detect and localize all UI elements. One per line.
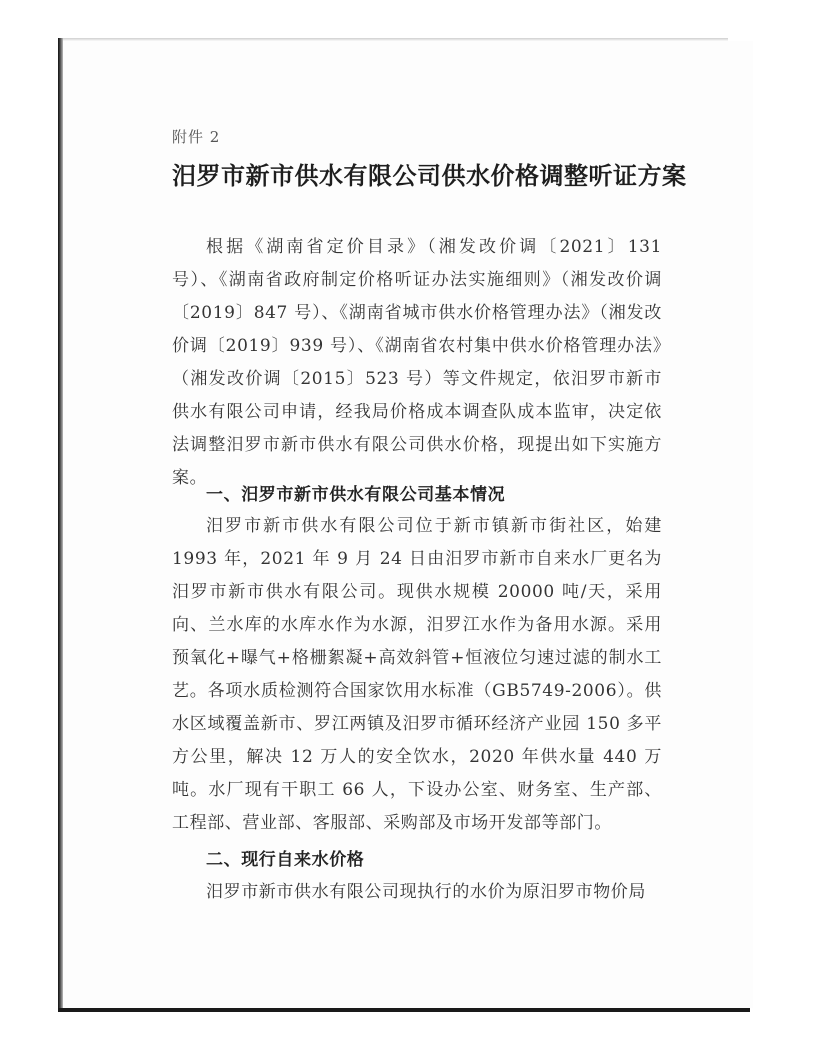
attachment-label: 附件 2: [172, 128, 221, 146]
section-heading-basic-info: 一、汨罗市新市供水有限公司基本情况: [206, 485, 506, 505]
page-bottom-edge-shadow: [58, 1008, 750, 1012]
section-heading-current-price: 二、现行自来水价格: [206, 850, 365, 870]
basic-info-paragraph: 汨罗市新市供水有限公司位于新市镇新市街社区，始建1993 年，2021 年 9 月 24 日由汨罗市新市自来水厂更名为汨罗市新市供水有限公司。现供水规模 20000 吨/天，采用向、兰水库的水库水作为水源，汨罗江水作为备用水源。采用预氧化+曝气+格栅絮凝+高效斜管+恒液位匀速过滤的制水工艺。各项水质检测符合国家饮用水标准（GB5749-2006）。供水区域覆盖新市、罗江两镇及汨罗市循环经济产业园 150 多平方公里，解决 12 万人的安全饮水，2020 年供水量 440 万吨。水厂现有干职工 66 人，下设办公室、财务室、生产部、工程部、营业部、客服部、采购部及市场开发部等部门。: [172, 516, 662, 833]
intro-paragraph: 根据《湖南省定价目录》（湘发改价调〔2021〕131 号）、《湖南省政府制定价格听证办法实施细则》（湘发改价调〔2019〕847 号）、《湖南省城市供水价格管理办法》（湘发改价调〔2019〕939 号）、《湖南省农村集中供水价格管理办法》（湘发改价调〔2015〕523 号）等文件规定，依汨罗市新市供水有限公司申请，经我局价格成本调查队成本监审，决定依法调整汨罗市新市供水有限公司供水价格，现提出如下实施方案。: [172, 237, 662, 488]
current-price-paragraph: 汨罗市新市供水有限公司现执行的水价为原汨罗市物价局: [206, 882, 646, 902]
document-title: 汨罗市新市供水有限公司供水价格调整听证方案: [172, 161, 687, 190]
